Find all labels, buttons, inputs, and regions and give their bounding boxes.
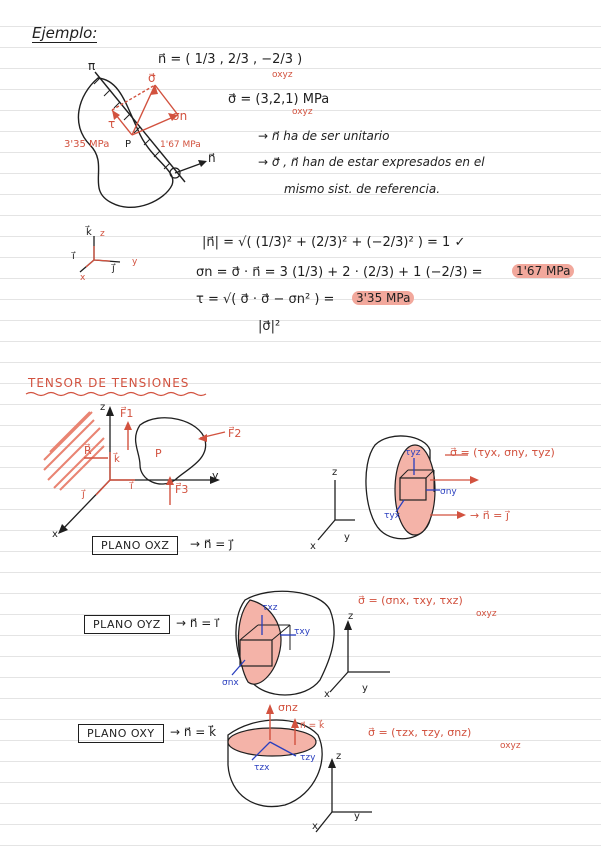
equation-norm: |n⃗| = √( (1/3)² + (2/3)² + (−2/3)² ) = 1 ✓ bbox=[202, 235, 466, 250]
oxy-subscript: oxyz bbox=[500, 741, 521, 751]
unit-k-label: k⃗ bbox=[114, 454, 120, 465]
point-p-label: P bbox=[125, 139, 132, 150]
axis-y-label-1: y bbox=[212, 469, 219, 482]
oxz-sigma-ny: σny bbox=[440, 487, 457, 497]
sigma-vector-label: σ⃗ bbox=[148, 71, 156, 85]
oyz-sigma-nx: σnx bbox=[222, 678, 239, 688]
tau-label: τ bbox=[108, 117, 116, 131]
axis-y-label-2: y bbox=[344, 532, 350, 543]
note-same-reference-1: → σ⃗ , n⃗ han de estar expresados en el bbox=[258, 155, 485, 169]
axis-z-label-1: z bbox=[100, 402, 106, 413]
axis-x-label-3: x bbox=[324, 689, 330, 700]
oxz-normal: → n⃗ = j⃗ bbox=[470, 509, 509, 522]
force-f2-label: F⃗2 bbox=[228, 427, 242, 440]
oxy-tau-zy: τzy bbox=[300, 753, 316, 763]
oyz-tau-xz: τxz bbox=[262, 603, 278, 613]
axis-x-label-1: x bbox=[52, 529, 58, 540]
sigma-n-label: σn bbox=[172, 109, 188, 123]
oxz-tau-yx: τyx bbox=[384, 511, 401, 521]
axis-y-label-3: y bbox=[362, 683, 368, 694]
unit-i-label: i⃗ bbox=[130, 481, 133, 492]
equation-sigma-n: σn = σ⃗ · n⃗ = 3 (1/3) + 2 · (2/3) + 1 (−2/3) = bbox=[196, 265, 483, 280]
triad-z-label: z bbox=[100, 229, 105, 239]
stress-subscript: oxyz bbox=[292, 107, 313, 117]
oxz-tau-yz: τyz bbox=[405, 448, 421, 458]
axis-z-label-3: z bbox=[348, 611, 354, 622]
plane-oxy-box: PLANO OXY bbox=[78, 724, 164, 743]
example-heading: Ejemplo: bbox=[32, 24, 98, 42]
section-title: TENSOR DE TENSIONES bbox=[28, 376, 190, 390]
oyz-tau-xy: τxy bbox=[294, 627, 311, 637]
axis-x-label-4: x bbox=[312, 821, 318, 832]
triad-i-label: i⃗ bbox=[72, 251, 75, 262]
oxz-sigma-vector: σ⃗ = (τyx, σny, τyz) bbox=[450, 446, 555, 459]
plane-oyz-normal: → n⃗ = i⃗ bbox=[176, 616, 219, 630]
force-f3-label: F⃗3 bbox=[175, 483, 189, 496]
tau-result: 3'35 MPa bbox=[352, 291, 414, 305]
triad-j-label: j⃗ bbox=[112, 263, 115, 274]
plane-oxz-normal: → n⃗ = j⃗ bbox=[190, 537, 233, 551]
axis-y-label-4: y bbox=[354, 811, 360, 822]
oyz-sigma-vector: σ⃗ = (σnx, τxy, τxz) bbox=[358, 594, 463, 607]
triad-y-label: y bbox=[132, 257, 138, 267]
plane-oxz-box: PLANO OXZ bbox=[92, 536, 178, 555]
note-same-reference-2: mismo sist. de referencia. bbox=[284, 182, 441, 196]
unit-j-label: j⃗ bbox=[82, 489, 85, 500]
axis-z-label-2: z bbox=[332, 467, 338, 478]
sigma-n-result: 1'67 MPa bbox=[512, 264, 574, 278]
tau-value-label: 3'35 MPa bbox=[64, 139, 110, 150]
oxy-normal-k: n⃗ = k⃗ bbox=[300, 721, 325, 731]
plane-oxy-normal: → n⃗ = k⃗ bbox=[170, 725, 217, 739]
triad-k-label: k⃗ bbox=[86, 227, 92, 238]
axis-x-label-2: x bbox=[310, 541, 316, 552]
triad-x-label: x bbox=[80, 273, 86, 283]
axis-z-label-4: z bbox=[336, 751, 342, 762]
equation-tau: τ = √( σ⃗ · σ⃗ − σn² ) = bbox=[196, 292, 335, 307]
oxy-sigma-vector: σ⃗ = (τzx, τzy, σnz) bbox=[368, 726, 472, 739]
stress-vector-definition: σ⃗ = (3,2,1) MPa bbox=[228, 92, 330, 107]
brace-note: |σ⃗|² bbox=[258, 319, 281, 334]
resultant-r-label: R⃗ bbox=[84, 444, 92, 457]
oyz-subscript: oxyz bbox=[476, 609, 497, 619]
normal-arrow-label: n⃗ bbox=[208, 151, 216, 165]
oxy-tau-zx: τzx bbox=[254, 763, 270, 773]
force-f1-label: F⃗1 bbox=[120, 407, 134, 420]
plane-pi-label: π bbox=[88, 59, 96, 73]
normal-subscript: oxyz bbox=[272, 70, 293, 80]
plane-oyz-box: PLANO OYZ bbox=[84, 615, 170, 634]
oxy-sigma-nz: σnz bbox=[278, 701, 298, 714]
sigma-n-value-label: 1'67 MPa bbox=[160, 140, 201, 150]
normal-vector-definition: n⃗ = ( 1/3 , 2/3 , −2/3 ) bbox=[158, 52, 303, 67]
point-p-label-tensor: P bbox=[155, 447, 162, 460]
note-unit-vector: → n⃗ ha de ser unitario bbox=[258, 129, 390, 143]
